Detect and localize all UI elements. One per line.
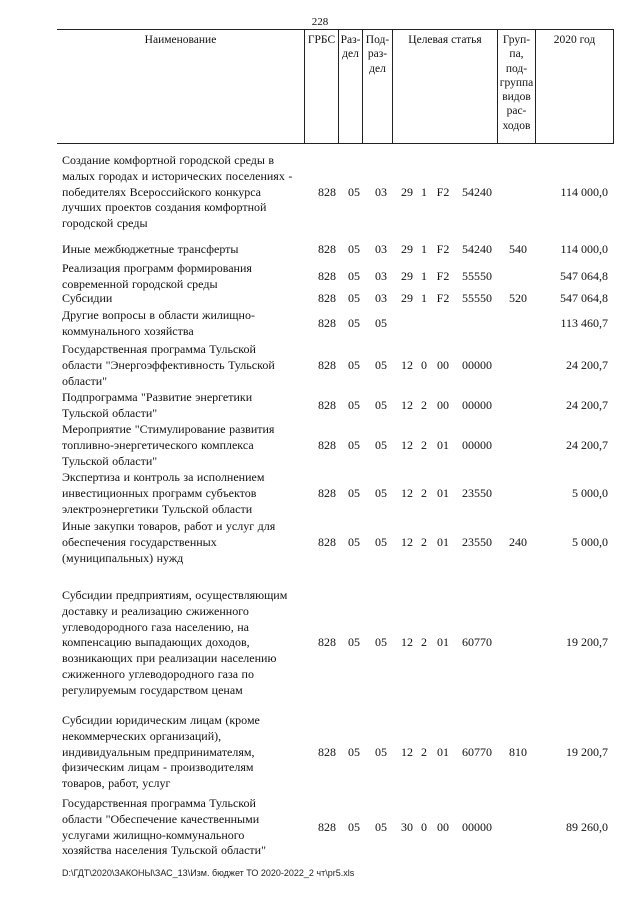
cell-podrazdel: 05 bbox=[375, 398, 387, 412]
row-name-line: углеводородного газа населению, на bbox=[62, 619, 250, 634]
cell-podrazdel: 05 bbox=[375, 745, 387, 759]
cell-target-subprogram: 2 bbox=[421, 438, 427, 452]
header-gruppa-line: Груп- bbox=[502, 34, 531, 46]
cell-target-subprogram: 1 bbox=[421, 242, 427, 256]
row-name-line: Реализация программ формирования bbox=[62, 261, 252, 275]
cell-target-event: F2 bbox=[436, 185, 450, 199]
cell-amount-2020: 5 000,0 bbox=[572, 535, 608, 549]
row-name-line: электроэнергетики Тульской области bbox=[62, 501, 253, 516]
cell-amount-2020: 547 064,8 bbox=[560, 269, 608, 283]
cell-target-event: 01 bbox=[437, 745, 449, 759]
header-gruppa-line: под- bbox=[505, 62, 528, 75]
row-name-line: физическим лицам - производителям bbox=[62, 760, 254, 775]
header-razdel-line: дел bbox=[342, 48, 359, 61]
row-name bbox=[62, 153, 306, 232]
cell-target-program: 12 bbox=[401, 535, 413, 549]
row-name-line: Субсидии bbox=[62, 291, 113, 305]
row-name-line: области" bbox=[62, 373, 108, 388]
cell-target-subprogram: 2 bbox=[421, 635, 427, 649]
header-gruppa-line: группа bbox=[499, 76, 534, 89]
row-name bbox=[62, 796, 306, 859]
cell-podrazdel: 05 bbox=[375, 820, 387, 834]
row-name bbox=[62, 422, 306, 469]
row-name-line: Иные закупки товаров, работ и услуг для bbox=[62, 519, 276, 533]
cell-razdel: 05 bbox=[348, 635, 360, 649]
cell-grbs: 828 bbox=[318, 185, 336, 199]
cell-grbs: 828 bbox=[318, 486, 336, 500]
cell-podrazdel: 05 bbox=[375, 635, 387, 649]
row-name bbox=[62, 242, 306, 258]
row-name-line: индивидуальным предпринимателям, bbox=[62, 744, 255, 759]
cell-target-event: F2 bbox=[436, 291, 450, 305]
cell-target-subprogram: 2 bbox=[421, 398, 427, 412]
row-name-line: Иные межбюджетные трансферты bbox=[62, 242, 239, 256]
cell-amount-2020: 5 000,0 bbox=[572, 486, 608, 500]
cell-amount-2020: 547 064,8 bbox=[560, 291, 608, 305]
cell-target-subprogram: 1 bbox=[421, 291, 427, 305]
cell-razdel: 05 bbox=[348, 242, 360, 256]
row-name-line: товаров, работ, услуг bbox=[62, 776, 171, 791]
header-gruppa-line: рас- bbox=[506, 105, 527, 118]
row-name-line: области "Обеспечение качественными bbox=[62, 811, 260, 826]
cell-target-program: 29 bbox=[401, 242, 413, 256]
cell-amount-2020: 24 200,7 bbox=[566, 438, 608, 452]
file-path-footer: D:\ГДТ\2020\ЗАКОНЫ\ЗАС_13\Изм. бюджет ТО 2020-2022_2 чт\pr5.xls bbox=[62, 868, 355, 878]
cell-razdel: 05 bbox=[348, 185, 360, 199]
cell-amount-2020: 113 460,7 bbox=[560, 316, 608, 330]
cell-amount-2020: 114 000,0 bbox=[560, 242, 608, 256]
cell-grbs: 828 bbox=[318, 438, 336, 452]
cell-grbs: 828 bbox=[318, 635, 336, 649]
row-name bbox=[62, 713, 306, 792]
cell-target-event: 00 bbox=[437, 358, 449, 372]
row-name-line: современной городской среды bbox=[62, 276, 218, 291]
row-name-line: городской среды bbox=[62, 216, 148, 231]
cell-amount-2020: 24 200,7 bbox=[566, 398, 608, 412]
cell-grbs: 828 bbox=[318, 291, 336, 305]
cell-target-direction: 23550 bbox=[462, 535, 492, 549]
cell-grbs: 828 bbox=[318, 398, 336, 412]
cell-target-direction: 54240 bbox=[462, 242, 492, 256]
row-name-line: обеспечения государственных bbox=[62, 534, 217, 549]
cell-target-event: 01 bbox=[437, 486, 449, 500]
cell-target-event: F2 bbox=[436, 242, 450, 256]
header-gruppa bbox=[497, 30, 535, 143]
cell-razdel: 05 bbox=[348, 745, 360, 759]
cell-podrazdel: 03 bbox=[375, 291, 387, 305]
header-podrazdel-line: дел bbox=[369, 62, 386, 75]
header-razdel bbox=[338, 30, 362, 143]
cell-target-program: 12 bbox=[401, 438, 413, 452]
header-gruppa-line: видов bbox=[502, 91, 531, 104]
header-grbs bbox=[304, 30, 338, 143]
cell-target-direction: 60770 bbox=[462, 745, 492, 759]
cell-podrazdel: 03 bbox=[375, 242, 387, 256]
row-name-line: топливно-энергетического комплекса bbox=[62, 437, 254, 452]
cell-target-program: 12 bbox=[401, 398, 413, 412]
cell-razdel: 05 bbox=[348, 438, 360, 452]
row-name-line: малых городах и исторических поселениях - bbox=[62, 168, 293, 183]
row-name-line: Создание комфортной городской среды в bbox=[62, 153, 275, 167]
cell-amount-2020: 19 200,7 bbox=[566, 635, 608, 649]
row-name-line: инвестиционных программ субъектов bbox=[62, 485, 257, 500]
cell-podrazdel: 03 bbox=[375, 185, 387, 199]
header-razdel-line: Раз- bbox=[340, 34, 361, 46]
cell-target-program: 29 bbox=[401, 185, 413, 199]
cell-razdel: 05 bbox=[348, 486, 360, 500]
cell-target-subprogram: 2 bbox=[421, 486, 427, 500]
cell-target-direction: 54240 bbox=[462, 185, 492, 199]
cell-target-program: 12 bbox=[401, 358, 413, 372]
row-name-line: Государственная программа Тульской bbox=[62, 796, 256, 810]
header-name bbox=[57, 30, 304, 143]
row-name bbox=[62, 308, 306, 340]
cell-amount-2020: 89 260,0 bbox=[566, 820, 608, 834]
cell-razdel: 05 bbox=[348, 291, 360, 305]
row-name-line: Субсидии юридическим лицам (кроме bbox=[62, 713, 260, 727]
cell-target-direction: 00000 bbox=[462, 820, 492, 834]
row-name bbox=[62, 588, 306, 699]
header-year-label: 2020 год bbox=[553, 34, 596, 46]
cell-target-event: F2 bbox=[436, 269, 450, 283]
cell-target-program: 30 bbox=[401, 820, 413, 834]
cell-target-program: 12 bbox=[401, 486, 413, 500]
cell-podrazdel: 05 bbox=[375, 486, 387, 500]
row-name-line: области "Энергоэффективность Тульской bbox=[62, 357, 275, 372]
row-name-line: победителях Всероссийского конкурса bbox=[62, 184, 262, 199]
header-gruppa-line: па, bbox=[509, 48, 524, 61]
cell-podrazdel: 05 bbox=[375, 438, 387, 452]
header-name-label: Наименование bbox=[144, 34, 217, 46]
row-name-line: Подпрограмма "Развитие энергетики bbox=[62, 390, 253, 404]
cell-grbs: 828 bbox=[318, 535, 336, 549]
cell-target-direction: 00000 bbox=[462, 398, 492, 412]
cell-target-subprogram: 1 bbox=[421, 185, 427, 199]
cell-grbs: 828 bbox=[318, 820, 336, 834]
cell-grbs: 828 bbox=[318, 358, 336, 372]
cell-target-event: 00 bbox=[437, 820, 449, 834]
cell-podrazdel: 05 bbox=[375, 535, 387, 549]
cell-razdel: 05 bbox=[348, 398, 360, 412]
cell-target-subprogram: 1 bbox=[421, 269, 427, 283]
cell-razdel: 05 bbox=[348, 820, 360, 834]
row-name-line: коммунального хозяйства bbox=[62, 323, 194, 338]
cell-target-program: 29 bbox=[401, 291, 413, 305]
header-celevaya bbox=[392, 30, 497, 143]
header-year bbox=[535, 30, 614, 143]
row-name bbox=[62, 390, 306, 422]
header-gruppa-line: ходов bbox=[502, 119, 531, 132]
row-name bbox=[62, 261, 306, 293]
header-podrazdel-line: Под- bbox=[365, 34, 390, 46]
cell-amount-2020: 24 200,7 bbox=[566, 358, 608, 372]
row-name-line: (муниципальных) нужд bbox=[62, 550, 184, 565]
row-name-line: Экспертиза и контроль за исполнением bbox=[62, 470, 265, 484]
cell-target-program: 12 bbox=[401, 745, 413, 759]
cell-podrazdel: 03 bbox=[375, 269, 387, 283]
cell-target-event: 01 bbox=[437, 635, 449, 649]
cell-expense-group: 520 bbox=[509, 291, 527, 305]
cell-podrazdel: 05 bbox=[375, 358, 387, 372]
cell-target-direction: 55550 bbox=[462, 291, 492, 305]
cell-target-subprogram: 2 bbox=[421, 535, 427, 549]
row-name-line: Тульской области" bbox=[62, 453, 158, 468]
cell-target-direction: 23550 bbox=[462, 486, 492, 500]
cell-target-direction: 00000 bbox=[462, 358, 492, 372]
row-name-line: Субсидии предприятиям, осуществляющим bbox=[62, 588, 288, 602]
row-name-line: компенсацию выпадающих доходов, bbox=[62, 635, 250, 650]
cell-razdel: 05 bbox=[348, 358, 360, 372]
cell-target-event: 01 bbox=[437, 535, 449, 549]
row-name-line: Мероприятие "Стимулирование развития bbox=[62, 422, 275, 436]
cell-target-direction: 00000 bbox=[462, 438, 492, 452]
row-name-line: Государственная программа Тульской bbox=[62, 342, 256, 356]
cell-grbs: 828 bbox=[318, 745, 336, 759]
row-name-line: Другие вопросы в области жилищно- bbox=[62, 308, 255, 322]
header-podrazdel bbox=[362, 30, 392, 143]
header-podrazdel-line: раз- bbox=[367, 48, 388, 61]
page-number: 228 bbox=[311, 16, 329, 28]
cell-razdel: 05 bbox=[348, 269, 360, 283]
cell-target-subprogram: 0 bbox=[421, 820, 427, 834]
cell-grbs: 828 bbox=[318, 269, 336, 283]
table-header bbox=[57, 29, 614, 144]
cell-podrazdel: 05 bbox=[375, 316, 387, 330]
row-name bbox=[62, 519, 306, 566]
row-name-line: возникающих при реализации населению bbox=[62, 651, 277, 666]
header-celevaya-label: Целевая статья bbox=[408, 34, 482, 46]
header-grbs-label: ГРБС bbox=[307, 34, 336, 46]
cell-expense-group: 540 bbox=[509, 242, 527, 256]
cell-target-event: 00 bbox=[437, 398, 449, 412]
row-name-line: услугами жилищно-коммунального bbox=[62, 827, 245, 842]
cell-target-program: 12 bbox=[401, 635, 413, 649]
row-name-line: регулируемым государством ценам bbox=[62, 682, 243, 697]
cell-target-direction: 55550 bbox=[462, 269, 492, 283]
cell-grbs: 828 bbox=[318, 242, 336, 256]
cell-amount-2020: 114 000,0 bbox=[560, 185, 608, 199]
row-name-line: Тульской области" bbox=[62, 405, 158, 420]
cell-target-subprogram: 2 bbox=[421, 745, 427, 759]
cell-target-subprogram: 0 bbox=[421, 358, 427, 372]
row-name bbox=[62, 470, 306, 517]
cell-amount-2020: 19 200,7 bbox=[566, 745, 608, 759]
row-name bbox=[62, 342, 306, 389]
row-name-line: некоммерческих организаций), bbox=[62, 728, 222, 743]
row-name-line: доставку и реализацию сжиженного bbox=[62, 603, 249, 618]
row-name-line: сжиженного углеводородного газа по bbox=[62, 666, 254, 681]
cell-razdel: 05 bbox=[348, 316, 360, 330]
cell-target-event: 01 bbox=[437, 438, 449, 452]
row-name-line: хозяйства населения Тульской области" bbox=[62, 843, 266, 858]
cell-razdel: 05 bbox=[348, 535, 360, 549]
cell-target-direction: 60770 bbox=[462, 635, 492, 649]
cell-grbs: 828 bbox=[318, 316, 336, 330]
cell-target-program: 29 bbox=[401, 269, 413, 283]
cell-expense-group: 810 bbox=[509, 745, 527, 759]
cell-expense-group: 240 bbox=[509, 535, 527, 549]
row-name bbox=[62, 291, 306, 307]
row-name-line: лучших проектов создания комфортной bbox=[62, 200, 267, 215]
